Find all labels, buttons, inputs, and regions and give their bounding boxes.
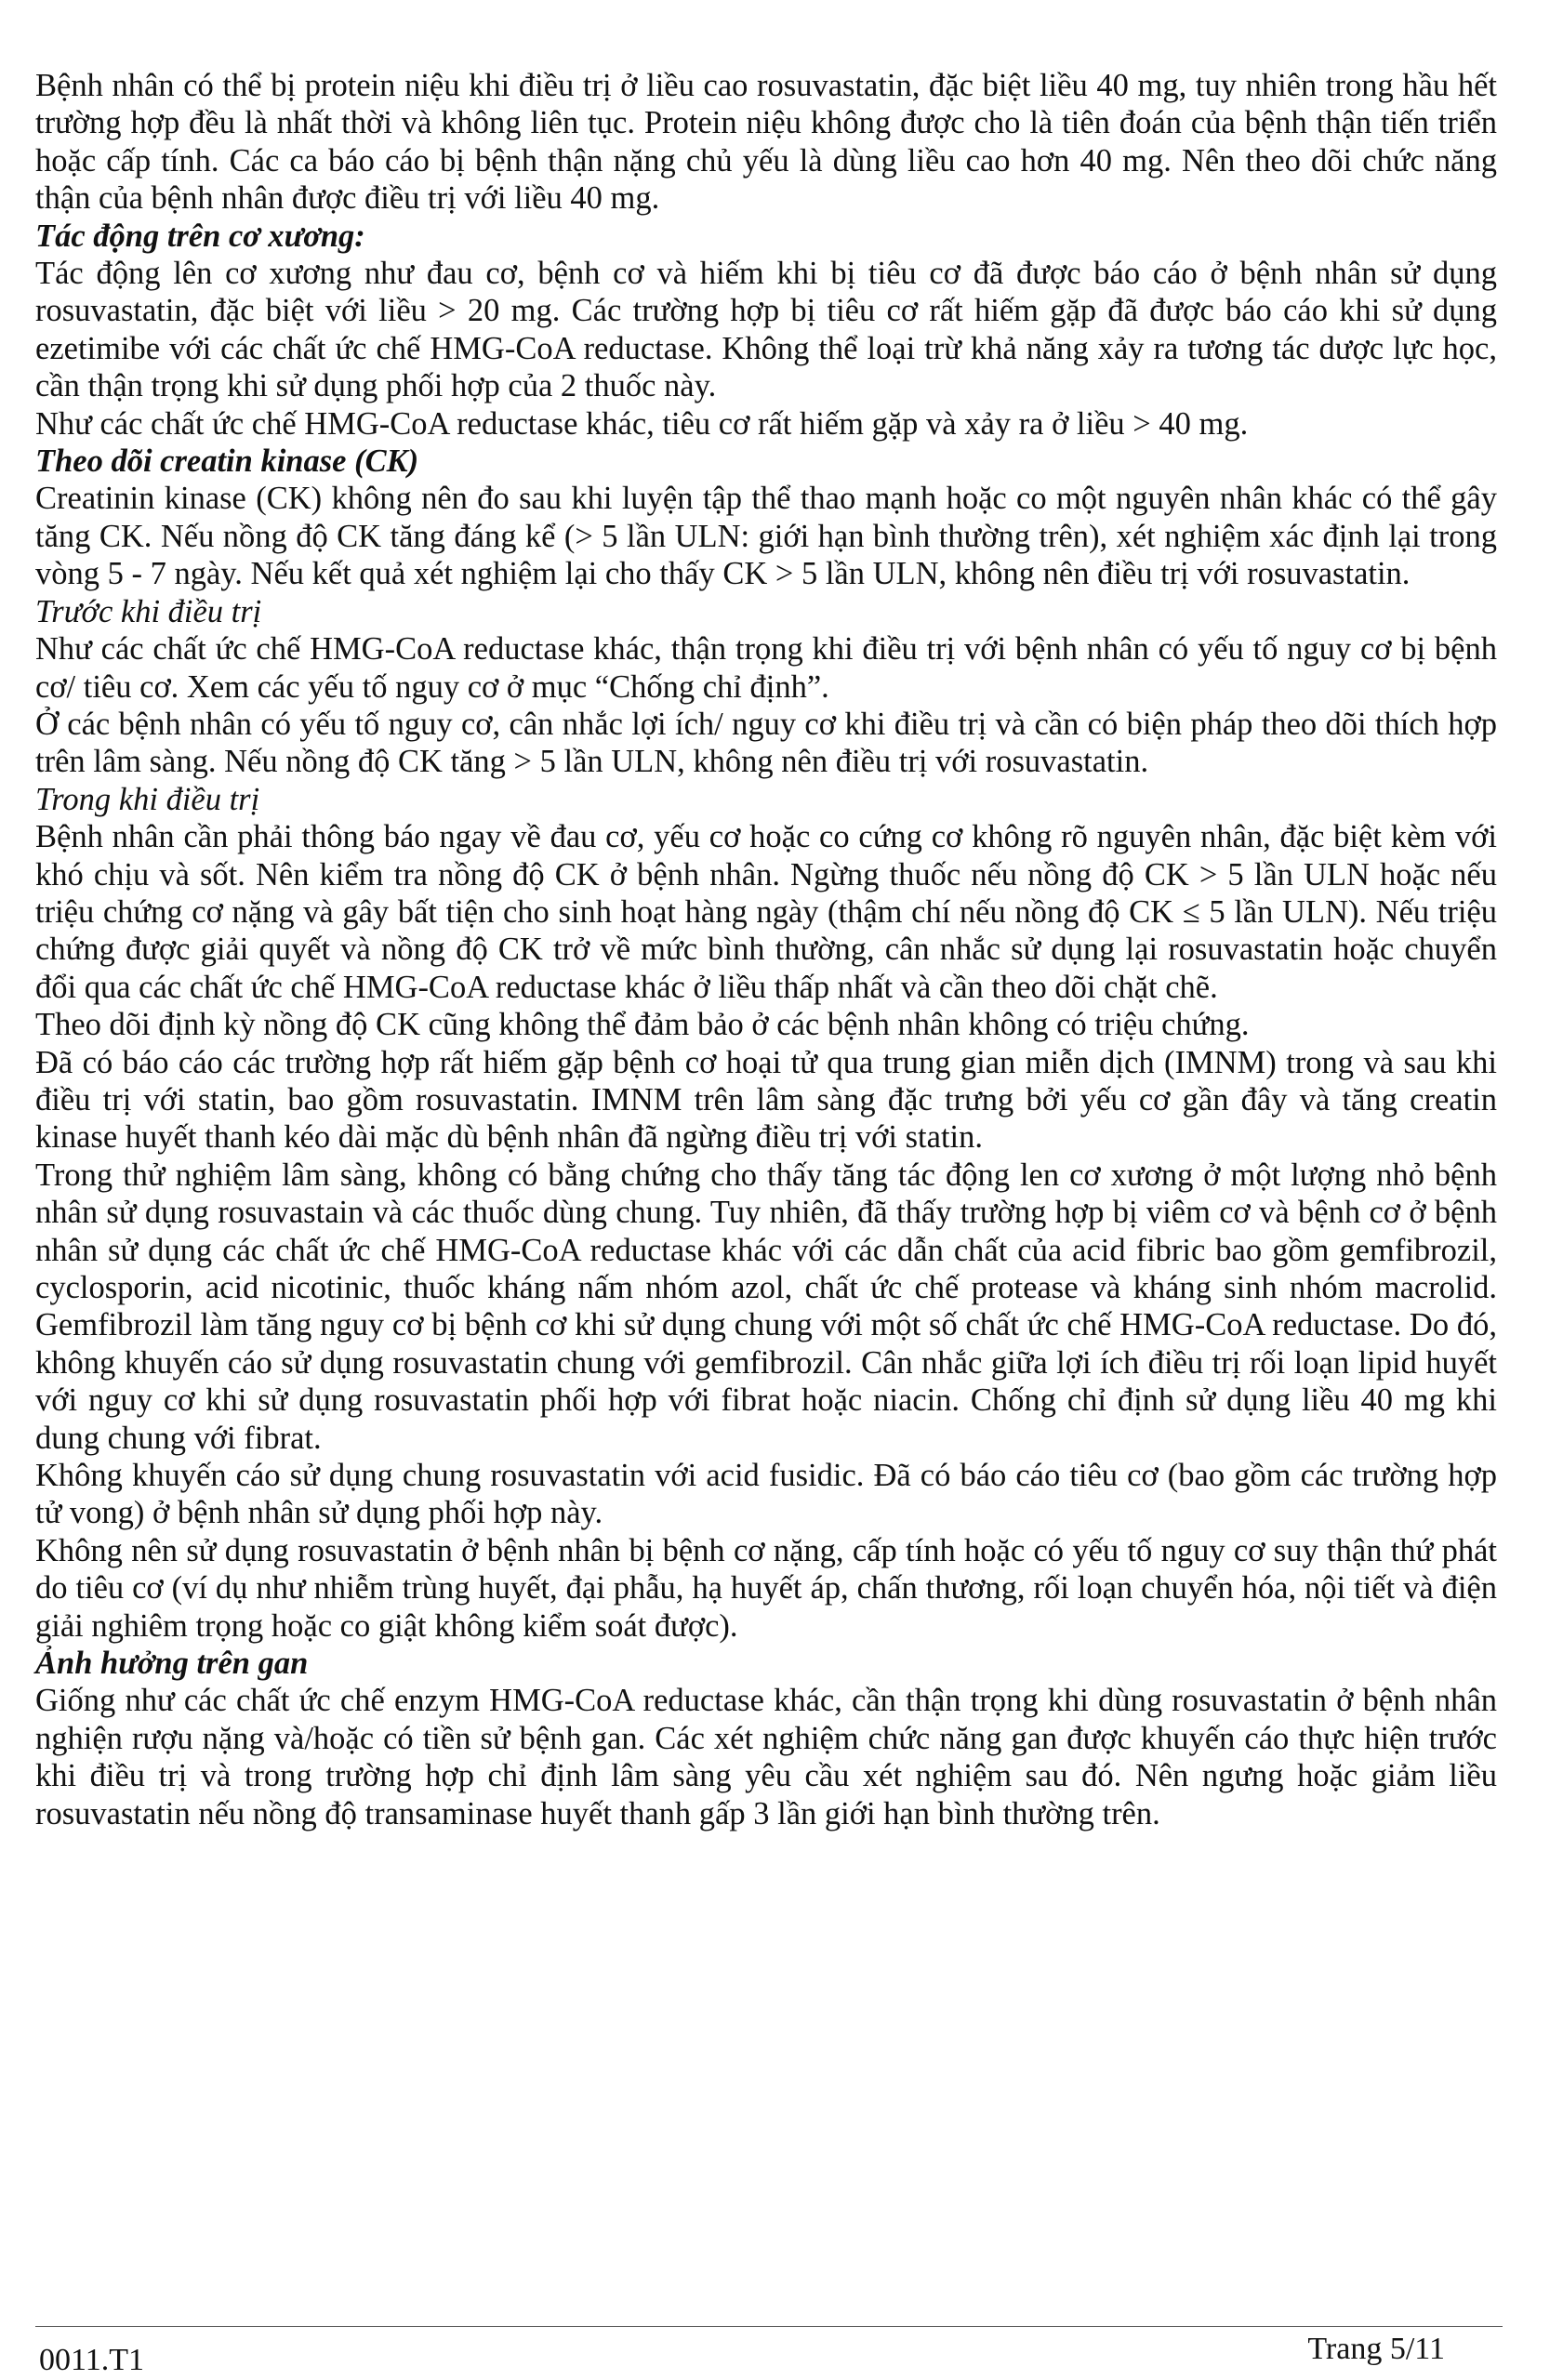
paragraph: Đã có báo cáo các trường hợp rất hiếm gặp bệnh cơ hoại tử qua trung gian miễn dịch (IMNM) trong và sau khi điều trị với statin, bao gồm rosuvastatin. IMNM trên lâm sàng đặc trưng bởi yếu cơ gần đây và tăng creatin kinase huyết thanh kéo dài mặc dù bệnh nhân đã ngừng điều trị với statin. — [35, 1044, 1497, 1156]
footer-divider — [35, 2326, 1503, 2327]
document-code: 0011.T1 — [39, 2343, 145, 2377]
paragraph: Giống như các chất ức chế enzym HMG-CoA reductase khác, cần thận trọng khi dùng rosuvastatin ở bệnh nhân nghiện rượu nặng và/hoặc có tiền sử bệnh gan. Các xét nghiệm chức năng gan được khuyến cáo thực hiện trước khi điều trị và trong trường hợp chỉ định lâm sàng yêu cầu xét nghiệm sau đó. Nên ngưng hoặc giảm liều rosuvastatin nếu nồng độ transaminase huyết thanh gấp 3 lần giới hạn bình thường trên. — [35, 1683, 1497, 1831]
section-heading: Ảnh hưởng trên gan — [35, 1646, 309, 1682]
paragraph: Không khuyến cáo sử dụng chung rosuvastatin với acid fusidic. Đã có báo cáo tiêu cơ (bao gồm các trường hợp tử vong) ở bệnh nhân sử dụng phối hợp này. — [35, 1458, 1497, 1531]
paragraph: Theo dõi định kỳ nồng độ CK cũng không thể đảm bảo ở các bệnh nhân không có triệu chứng. — [35, 1007, 1250, 1043]
document-body — [35, 67, 1497, 1832]
paragraph: Không nên sử dụng rosuvastatin ở bệnh nhân bị bệnh cơ nặng, cấp tính hoặc có yếu tố nguy cơ suy thận thứ phát do tiêu cơ (ví dụ như nhiễm trùng huyết, đại phẫu, hạ huyết áp, chấn thương, rối loạn chuyển hóa, nội tiết và điện giải nghiêm trọng hoặc co giật không kiểm soát được). — [35, 1532, 1497, 1644]
paragraph: Ở các bệnh nhân có yếu tố nguy cơ, cân nhắc lợi ích/ nguy cơ khi điều trị và cần có biện pháp theo dõi thích hợp trên lâm sàng. Nếu nồng độ CK tăng > 5 lần ULN, không nên điều trị với rosuvastatin. — [35, 706, 1497, 780]
paragraph: Như các chất ức chế HMG-CoA reductase khác, tiêu cơ rất hiếm gặp và xảy ra ở liều > 40 mg. — [35, 405, 1249, 442]
subsection-heading: Trước khi điều trị — [35, 593, 262, 629]
paragraph: Trong thử nghiệm lâm sàng, không có bằng chứng cho thấy tăng tác động len cơ xương ở một lượng nhỏ bệnh nhân sử dụng rosuvastain và các thuốc dùng chung. Tuy nhiên, đã thấy trường hợp bị viêm cơ và bệnh cơ ở bệnh nhân sử dụng các chất ức chế HMG-CoA reductase khác với các dẫn chất của acid fibric bao gồm gemfibrozil, cyclosporin, acid nicotinic, thuốc kháng nấm nhóm azol, chất ức chế protease và kháng sinh nhóm macrolid. Gemfibrozil làm tăng nguy cơ bị bệnh cơ khi sử dụng chung với một số chất ức chế HMG-CoA reductase. Do đó, không khuyến cáo sử dụng rosuvastatin chung với gemfibrozil. Cân nhắc giữa lợi ích điều trị rối loạn lipid huyết với nguy cơ khi sử dụng rosuvastatin phối hợp với fibrat hoặc niacin. Chống chỉ định sử dụng liều 40 mg khi dung chung với fibrat. — [35, 1157, 1497, 1456]
paragraph: Creatinin kinase (CK) không nên đo sau khi luyện tập thể thao mạnh hoặc co một nguyên nhân khác có thể gây tăng CK. Nếu nồng độ CK tăng đáng kể (> 5 lần ULN: giới hạn bình thường trên), xét nghiệm xác định lại trong vòng 5 - 7 ngày. Nếu kết quả xét nghiệm lại cho thấy CK > 5 lần ULN, không nên điều trị với rosuvastatin. — [35, 481, 1497, 592]
paragraph: Bệnh nhân có thể bị protein niệu khi điều trị ở liều cao rosuvastatin, đặc biệt liều 40 mg, tuy nhiên trong hầu hết trường hợp đều là nhất thời và không liên tục. Protein niệu không được cho là tiên đoán của bệnh thận tiến triển hoặc cấp tính. Các ca báo cáo bị bệnh thận nặng chủ yếu là dùng liều cao hơn 40 mg. Nên theo dõi chức năng thận của bệnh nhân được điều trị với liều 40 mg. — [35, 68, 1497, 217]
section-heading: Tác động trên cơ xương: — [35, 218, 365, 254]
paragraph: Tác động lên cơ xương như đau cơ, bệnh cơ và hiếm khi bị tiêu cơ đã được báo cáo ở bệnh nhân sử dụng rosuvastatin, đặc biệt với liều > 20 mg. Các trường hợp bị tiêu cơ rất hiếm gặp đã được báo cáo khi sử dụng ezetimibe với các chất ức chế HMG-CoA reductase. Không thể loại trừ khả năng xảy ra tương tác dược lực học, cần thận trọng khi sử dụng phối hợp của 2 thuốc này. — [35, 256, 1497, 404]
paragraph: Bệnh nhân cần phải thông báo ngay về đau cơ, yếu cơ hoặc co cứng cơ không rõ nguyên nhân, đặc biệt kèm với khó chịu và sốt. Nên kiểm tra nồng độ CK ở bệnh nhân. Ngừng thuốc nếu nồng độ CK > 5 lần ULN hoặc nếu triệu chứng cơ nặng và gây bất tiện cho sinh hoạt hàng ngày (thậm chí nếu nồng độ CK ≤ 5 lần ULN). Nếu triệu chứng được giải quyết và nồng độ CK trở về mức bình thường, cân nhắc sử dụng lại rosuvastatin hoặc chuyển đổi qua các chất ức chế HMG-CoA reductase khác ở liều thấp nhất và cần theo dõi chặt chẽ. — [35, 819, 1497, 1005]
page-number: Trang 5/11 — [1307, 2332, 1445, 2366]
paragraph: Như các chất ức chế HMG-CoA reductase khác, thận trọng khi điều trị với bệnh nhân có yếu tố nguy cơ bị bệnh cơ/ tiêu cơ. Xem các yếu tố nguy cơ ở mục “Chống chỉ định”. — [35, 631, 1497, 705]
section-heading: Theo dõi creatin kinase (CK) — [35, 443, 419, 480]
subsection-heading: Trong khi điều trị — [35, 781, 260, 817]
